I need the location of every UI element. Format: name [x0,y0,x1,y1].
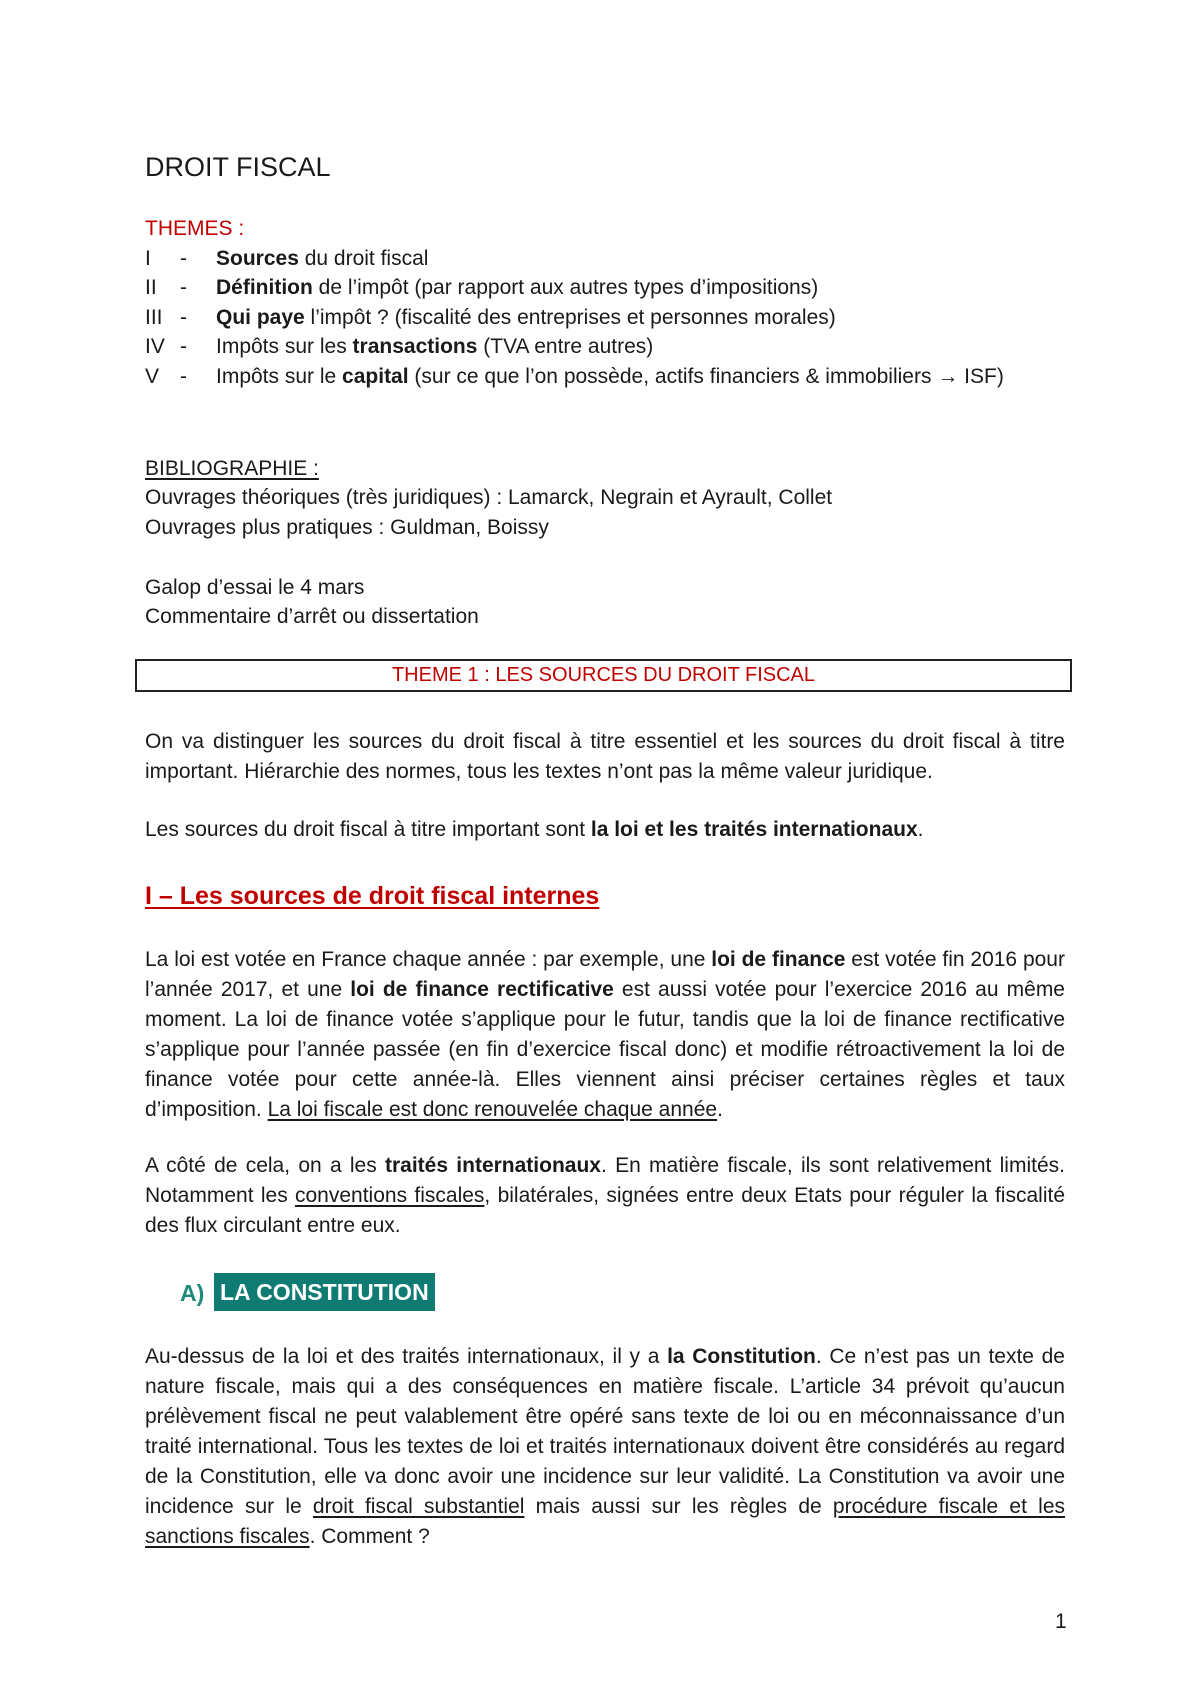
theme-dash: - [180,365,187,388]
subsection-letter: A) [180,1280,205,1306]
underlined-text: procédure fiscale et les sanctions fiscales [145,1495,1066,1548]
theme-number: IV [145,335,165,358]
theme-text-part: Définition [216,276,313,299]
bold-text: loi de finance rectificative [350,978,614,1001]
bibliography-line: Ouvrages plus pratiques : Guldman, Boissy [145,516,549,539]
bold-text: la Constitution [667,1345,816,1368]
subsection-title: LA CONSTITUTION [214,1273,435,1311]
theme-text-part: l’impôt ? (fiscalité des entreprises et personnes morales) [304,306,836,329]
theme-dash: - [180,276,187,299]
intro-sources-paragraph: Les sources du droit fiscal à titre important sont la loi et les traités internationaux. [145,818,924,841]
theme-text-part: du droit fiscal [298,247,429,270]
constitution-paragraph: Au-dessus de la loi et des traités internationaux, il y a la Constitution. Ce n’est pas un texte de nature fiscale, mais qui a des conséquences en matière fiscale. L’article 34 prévoit qu’aucun prélèvement fiscal ne peut valablement être opéré sans texte de loi ou en méconnaissance d’un traité international. Tous les textes de loi et traités internationaux doivent être considérés au regard de la Constitution, elle va donc avoir une incidence sur leur validité. La Constitution va avoir une incidence sur le droit fiscal substantiel mais aussi sur les règles de procédure fiscale et les sanctions fiscales. Comment ? [145,1345,1066,1548]
theme-number: I [145,247,151,270]
bold-text: traités internationaux [385,1154,601,1177]
underlined-text: droit fiscal substantiel [312,1495,525,1518]
underlined-text: conventions fiscales [295,1184,485,1207]
intro-paragraph: On va distinguer les sources du droit fiscal à titre essentiel et les sources du droit fiscal à titre important. Hiérarchie des normes, tous les textes n’ont pas la même valeur juridique. [145,730,1065,783]
bold-text: la loi et les traités internationaux [590,818,918,841]
exam-date-line: Galop d’essai le 4 mars [145,576,365,599]
theme-text [216,332,653,362]
theme-text-part: transactions [352,335,478,358]
underlined-text: La loi fiscale est donc renouvelée chaque année [267,1098,718,1121]
theme-number: V [145,365,160,388]
theme-text-part: ISF) [958,365,1004,388]
theme-text [216,362,1004,392]
theme-number: II [145,276,157,299]
theme-text-part: Impôts sur le [216,365,343,388]
theme-number: III [145,306,163,329]
section-paragraph-loi: La loi est votée en France chaque année : par exemple, une loi de finance est votée fin 2016 pour l’année 2017, et une loi de finance rectificative est aussi votée pour l’exercice 2016 au même moment. La loi de finance votée s’applique pour le futur, tandis que la loi de finance rectificative s’applique pour l’année passée (en fin d’exercice fiscal donc) et modifie rétroactivement la loi de finance votée pour cette année-là. Elles viennent ainsi préciser certaines règles et taux d’imposition. La loi fiscale est donc renouvelée chaque année. [145,948,1065,1121]
theme-dash: - [180,306,187,329]
theme-text-part: (sur ce que l’on possède, actifs financiers & immobiliers [408,365,938,388]
bibliography-line: Ouvrages théoriques (très juridiques) : Lamarck, Negrain et Ayrault, Collet [145,486,833,509]
bold-text: loi de finance [711,948,846,971]
theme-text-part: Sources [216,247,299,270]
document-title: DROIT FISCAL [145,152,331,182]
right-arrow-icon: → [937,365,959,388]
theme-dash: - [180,335,187,358]
section-paragraph-traites: A côté de cela, on a les traités internationaux. En matière fiscale, ils sont relativement limités. Notamment les conventions fiscales, bilatérales, signées entre deux Etats pour réguler la fiscalité des flux circulant entre eux. [145,1154,1065,1237]
theme-text-part: (TVA entre autres) [477,335,654,358]
theme-dash: - [180,247,187,270]
theme-1-title: THEME 1 : LES SOURCES DU DROIT FISCAL [391,664,816,686]
theme-text [216,303,836,333]
exam-format-line: Commentaire d’arrêt ou dissertation [145,605,479,628]
theme-text [216,244,428,274]
page-number: 1 [1055,1610,1067,1633]
theme-text-part: Qui paye [216,306,305,329]
theme-text [216,273,818,303]
theme-text-part: de l’impôt (par rapport aux autres types d’impositions) [312,276,819,299]
section-heading: I – Les sources de droit fiscal internes [145,882,600,910]
bibliography-label: BIBLIOGRAPHIE : [145,457,319,480]
themes-label: THEMES : [145,217,245,240]
theme-text-part: capital [342,365,409,388]
theme-text-part: Impôts sur les [216,335,353,358]
theme-1-box [135,659,1072,692]
